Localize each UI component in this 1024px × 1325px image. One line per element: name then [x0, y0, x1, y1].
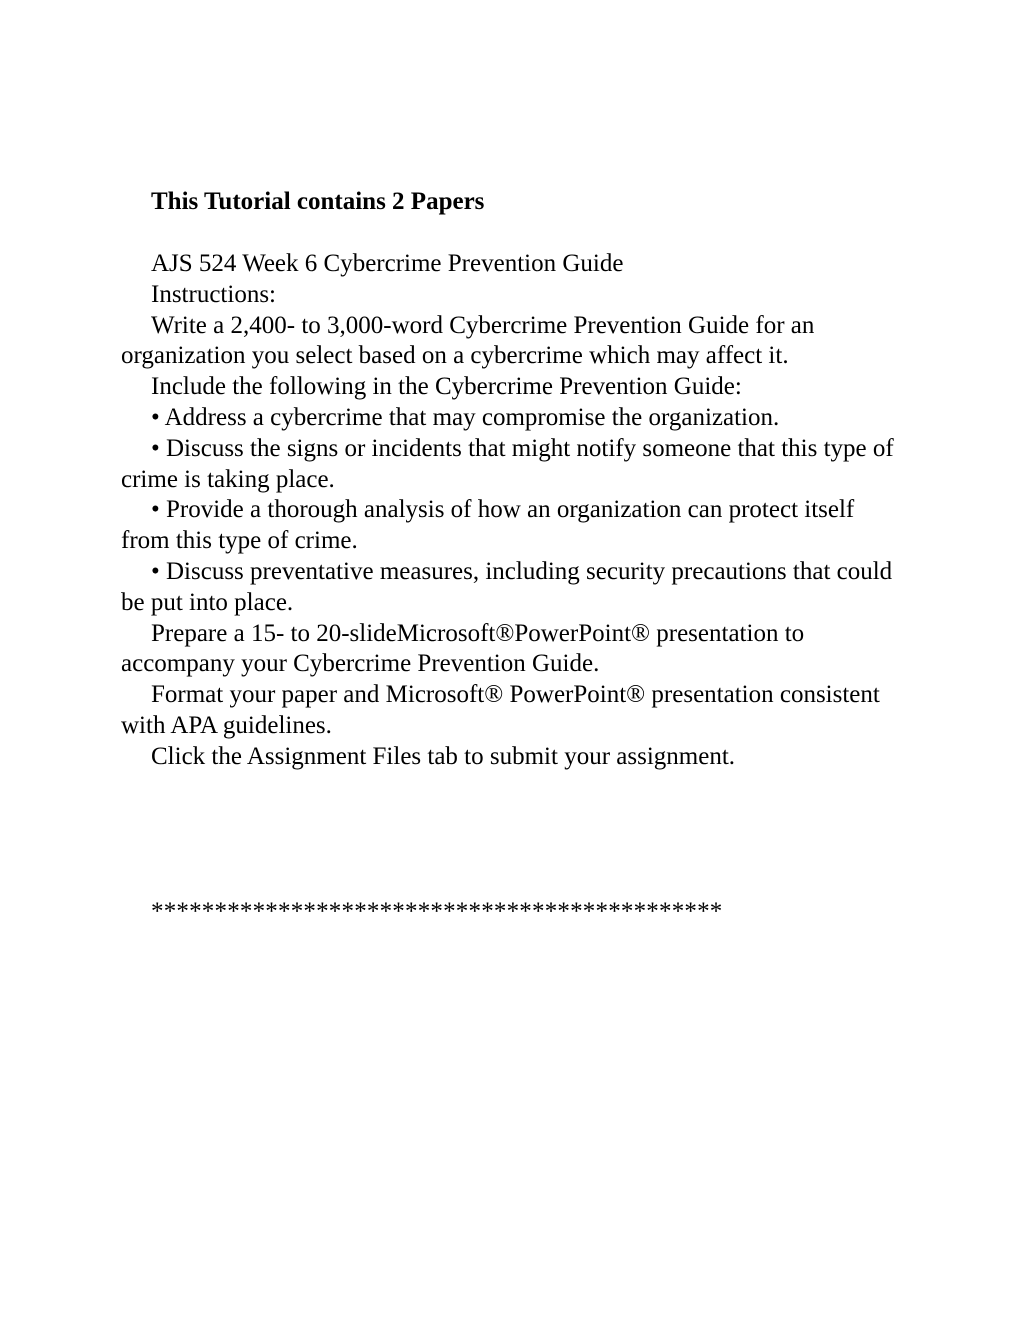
document-body — [121, 249, 901, 773]
bullet-item: • Address a cybercrime that may compromise the organization. — [151, 403, 780, 431]
instruction-paragraph: Click the Assignment Files tab to submit your assignment. — [151, 742, 736, 770]
document-heading: This Tutorial contains 2 Papers — [151, 188, 485, 215]
bullet-item: • Provide a thorough analysis of how an organization can protect itself from this type of crime. — [121, 496, 855, 555]
instruction-paragraph: Format your paper and Microsoft® PowerPoint® presentation consistent with APA guidelines. — [121, 681, 880, 739]
asterisk-separator: ********************************************* — [151, 898, 723, 925]
instruction-paragraph: Write a 2,400- to 3,000-word Cybercrime Prevention Guide for an organization you select based on a cybercrime which may affect it. — [121, 311, 815, 370]
bullet-item: • Discuss preventative measures, including security precautions that could be put into place. — [121, 557, 893, 616]
bullet-item: • Discuss the signs or incidents that might notify someone that this type of crime is taking place. — [121, 434, 894, 493]
course-title: AJS 524 Week 6 Cybercrime Prevention Guide — [151, 250, 624, 277]
instruction-paragraph: Include the following in the Cybercrime Prevention Guide: — [151, 373, 742, 401]
instructions-label: Instructions: — [151, 280, 276, 308]
instruction-paragraph: Prepare a 15- to 20-slideMicrosoft®PowerPoint® presentation to accompany your Cybercrime Prevention Guide. — [121, 619, 805, 678]
